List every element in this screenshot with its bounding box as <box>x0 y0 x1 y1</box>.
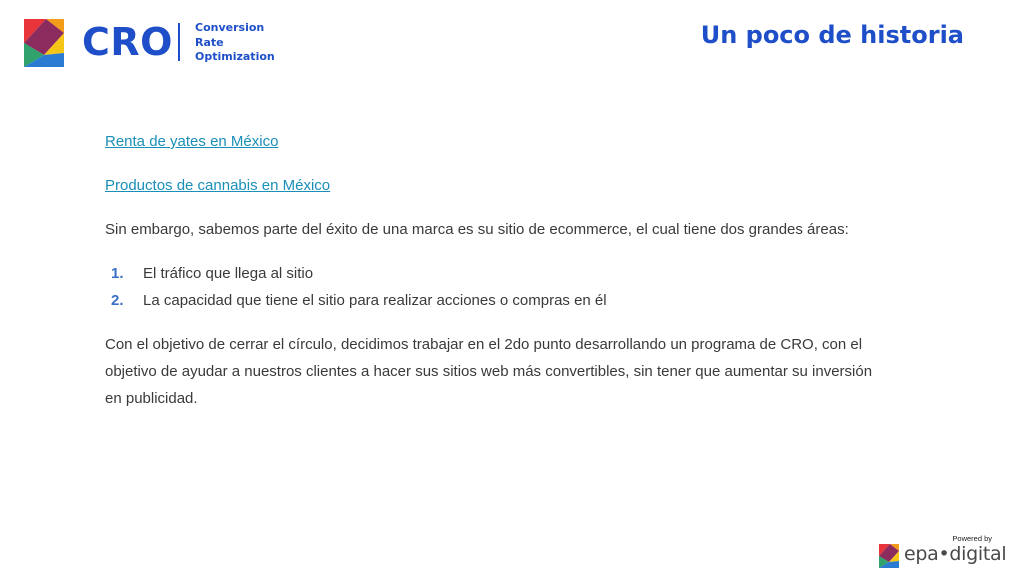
numbered-list <box>105 260 905 314</box>
list-number: 1. <box>111 265 124 282</box>
link-line-yachts <box>105 128 905 155</box>
powered-by-label: Powered by <box>952 534 992 543</box>
list-number: 2. <box>111 292 124 309</box>
closing-line: en publicidad. <box>105 390 198 407</box>
list-item <box>105 260 905 287</box>
closing-line: objetivo de ayudar a nuestros clientes a hacer sus sitios web más convertibles, sin tener que aumentar su inversión <box>105 363 873 380</box>
main-content <box>105 128 905 412</box>
subtitle-line-conversion: Conversion <box>195 21 265 34</box>
link-line-cannabis <box>105 172 905 199</box>
link-yacht-rental[interactable]: Renta de yates en México <box>105 133 279 150</box>
epa-digital-logo-icon <box>879 544 899 568</box>
list-text: El tráfico que llega al sitio <box>143 265 314 282</box>
closing-paragraph <box>105 331 905 412</box>
intro-paragraph: Sin embargo, sabemos parte del éxito de una marca es su sitio de ecommerce, el cual tiene dos grandes áreas: <box>105 221 849 238</box>
brand-divider <box>178 23 180 61</box>
page-title: Un poco de historia <box>700 21 964 49</box>
brand-subtitle <box>195 21 275 65</box>
closing-line: Con el objetivo de cerrar el círculo, decidimos trabajar en el 2do punto desarrollando un programa de CRO, con el <box>105 336 863 353</box>
list-item <box>105 287 905 314</box>
subtitle-line-rate: Rate <box>195 35 224 49</box>
epa-digital-wordmark: epa•digital <box>904 543 1007 565</box>
brand-name: CRO <box>82 20 173 64</box>
link-cannabis-products[interactable]: Productos de cannabis en México <box>105 177 331 194</box>
list-text: La capacidad que tiene el sitio para realizar acciones o compras en él <box>143 292 607 309</box>
subtitle-line-optimization: Optimization <box>195 50 275 63</box>
cro-logo-icon <box>24 19 64 67</box>
